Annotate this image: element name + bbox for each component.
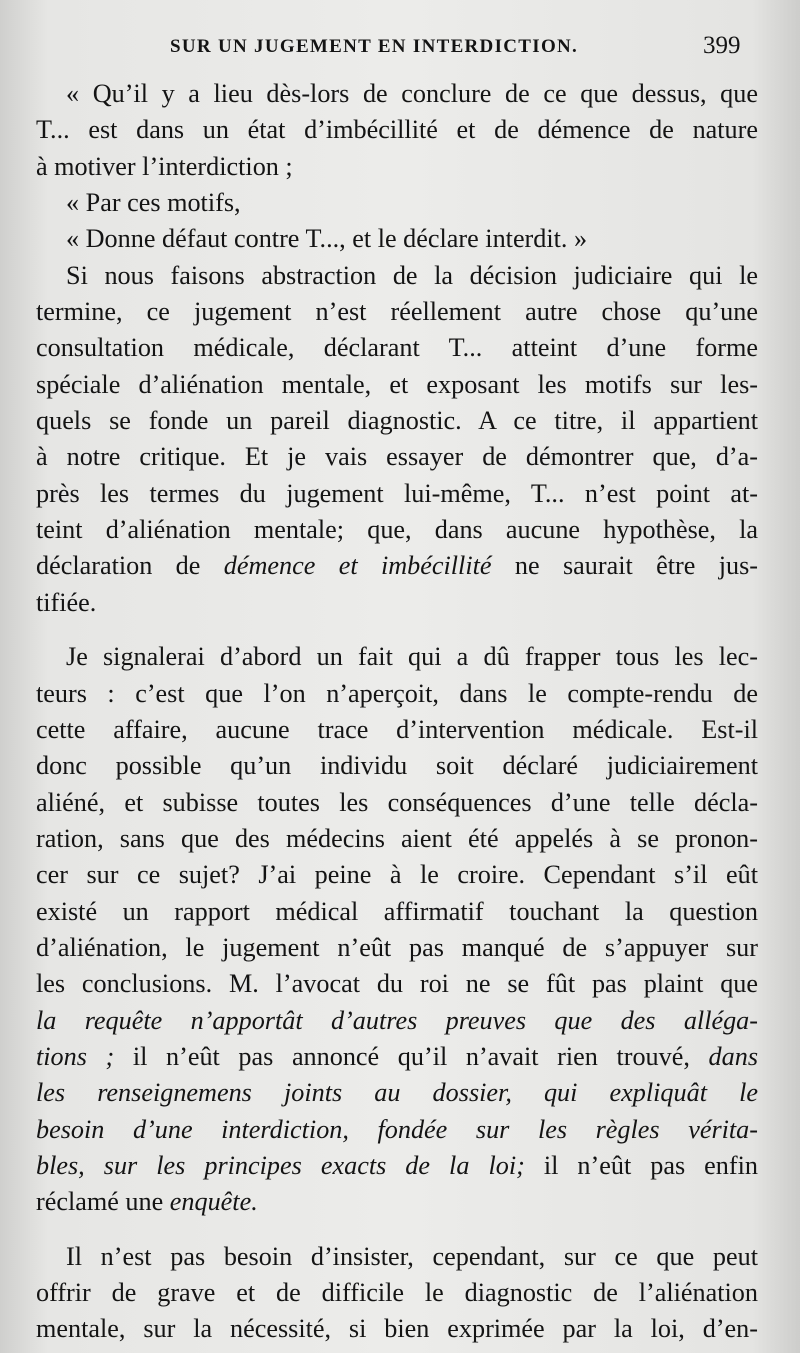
- text-run: ration, sans que des médecins aient été appelés à se pronon-: [36, 823, 758, 853]
- italic-text: bles, sur les principes exacts de la loi;: [36, 1150, 525, 1180]
- text-line: [36, 894, 758, 930]
- text-line: [36, 785, 758, 821]
- text-line: [36, 1003, 758, 1039]
- text-run: Je signalerai d’abord un fait qui a dû frapper tous les lec-: [66, 642, 758, 672]
- text-run: existé un rapport médical affirmatif touchant la question: [36, 896, 758, 926]
- text-run: consultation médicale, déclarant T... atteint d’une forme: [36, 333, 758, 363]
- text-line: [36, 966, 758, 1002]
- text-line: [36, 1184, 758, 1220]
- text-line: [36, 439, 758, 475]
- italic-text: les renseignemens joints au dossier, qui expliquât le: [36, 1078, 758, 1108]
- text-line: [36, 1039, 758, 1075]
- text-run: « Qu’il y a lieu dès-lors de conclure de ce que dessus, que: [66, 79, 758, 108]
- text-line: [36, 258, 758, 294]
- text-line: [36, 1311, 758, 1347]
- text-line: [36, 476, 758, 512]
- text-line: [36, 76, 758, 112]
- text-run: donc possible qu’un individu soit déclaré judiciairement: [36, 751, 758, 781]
- text-run: Il n’est pas besoin d’insister, cependant, sur ce que peut: [66, 1241, 758, 1271]
- text-line: [36, 712, 758, 748]
- text-run: ne saurait être jus-: [491, 551, 758, 581]
- text-run: à motiver l’interdiction ;: [36, 151, 293, 181]
- text-run: termine, ce jugement n’est réellement autre chose qu’une: [36, 297, 758, 327]
- text-run: T... est dans un état d’imbécillité et de démence de nature: [36, 115, 758, 145]
- text-run: « Par ces motifs,: [66, 188, 241, 218]
- page-number: 399: [703, 32, 741, 59]
- paragraph-gap: [36, 621, 758, 639]
- text-line: [36, 1075, 758, 1111]
- text-run: teurs : c’est que l’on n’aperçoit, dans le compte-rendu de: [36, 678, 758, 708]
- text-run: déclaration de: [36, 551, 224, 581]
- text-run: tifiée.: [36, 587, 97, 617]
- paragraph: [36, 258, 758, 621]
- paragraph: [36, 1239, 758, 1348]
- text-run: il n’eût pas enfin: [524, 1150, 758, 1180]
- text-run: les conclusions. M. l’avocat du roi ne se fût pas plaint que: [36, 969, 758, 999]
- text-line: [36, 185, 758, 221]
- text-line: [36, 221, 758, 257]
- text-line: [36, 330, 758, 366]
- text-line: [36, 512, 758, 548]
- text-line: [36, 857, 758, 893]
- text-line: [36, 1112, 758, 1148]
- italic-text: la requête n’apportât d’autres preuves que des alléga-: [36, 1005, 758, 1035]
- italic-text: dans: [708, 1041, 759, 1071]
- text-line: [36, 1148, 758, 1184]
- text-line: [36, 1275, 758, 1311]
- running-head: SUR UN JUGEMENT EN INTERDICTION.: [170, 36, 579, 57]
- text-run: Si nous faisons abstraction de la décision judiciaire qui le: [66, 260, 758, 290]
- text-run: quels se fonde un pareil diagnostic. A ce titre, il appartient: [36, 406, 758, 436]
- text-run: mentale, sur la nécessité, si bien exprimée par la loi, d’en-: [36, 1314, 758, 1344]
- text-run: réclamé une: [36, 1187, 170, 1217]
- text-line: [36, 149, 758, 185]
- italic-text: besoin d’une interdiction, fondée sur les règles vérita-: [36, 1114, 758, 1144]
- text-line: [36, 548, 758, 584]
- page-header: [0, 30, 800, 70]
- text-run: cette affaire, aucune trace d’intervention médicale. Est-il: [36, 714, 758, 744]
- text-run: teint d’aliénation mentale; que, dans aucune hypothèse, la: [36, 515, 758, 545]
- italic-text: tions ;: [36, 1041, 115, 1071]
- text-run: spéciale d’aliénation mentale, et exposant les motifs sur les-: [36, 369, 758, 399]
- italic-text: démence et imbécillité: [223, 551, 492, 581]
- text-run: offrir de grave et de difficile le diagnostic de l’aliénation: [36, 1278, 758, 1307]
- text-line: [36, 585, 758, 621]
- italic-text: enquête.: [169, 1187, 258, 1217]
- text-line: [36, 930, 758, 966]
- text-line: [36, 294, 758, 330]
- paragraph: [36, 639, 758, 1221]
- body-text: [36, 76, 758, 1348]
- text-line: [36, 367, 758, 403]
- text-run: « Donne défaut contre T..., et le déclare interdit. »: [66, 224, 588, 254]
- text-run: près les termes du jugement lui-même, T... n’est point at-: [36, 478, 758, 508]
- text-line: [36, 676, 758, 712]
- text-run: aliéné, et subisse toutes les conséquences d’une telle décla-: [36, 787, 758, 817]
- text-line: [36, 403, 758, 439]
- text-line: [36, 748, 758, 784]
- text-line: [36, 639, 758, 675]
- paragraph: [36, 76, 758, 258]
- text-line: [36, 1239, 758, 1275]
- text-run: cer sur ce sujet? J’ai peine à le croire. Cependant s’il eût: [36, 860, 758, 890]
- paragraph-gap: [36, 1221, 758, 1239]
- text-run: à notre critique. Et je vais essayer de démontrer que, d’a-: [36, 442, 758, 472]
- text-line: [36, 112, 758, 148]
- text-line: [36, 821, 758, 857]
- text-run: d’aliénation, le jugement n’eût pas manqué de s’appuyer sur: [36, 932, 758, 962]
- text-run: il n’eût pas annoncé qu’il n’avait rien trouvé,: [114, 1041, 709, 1071]
